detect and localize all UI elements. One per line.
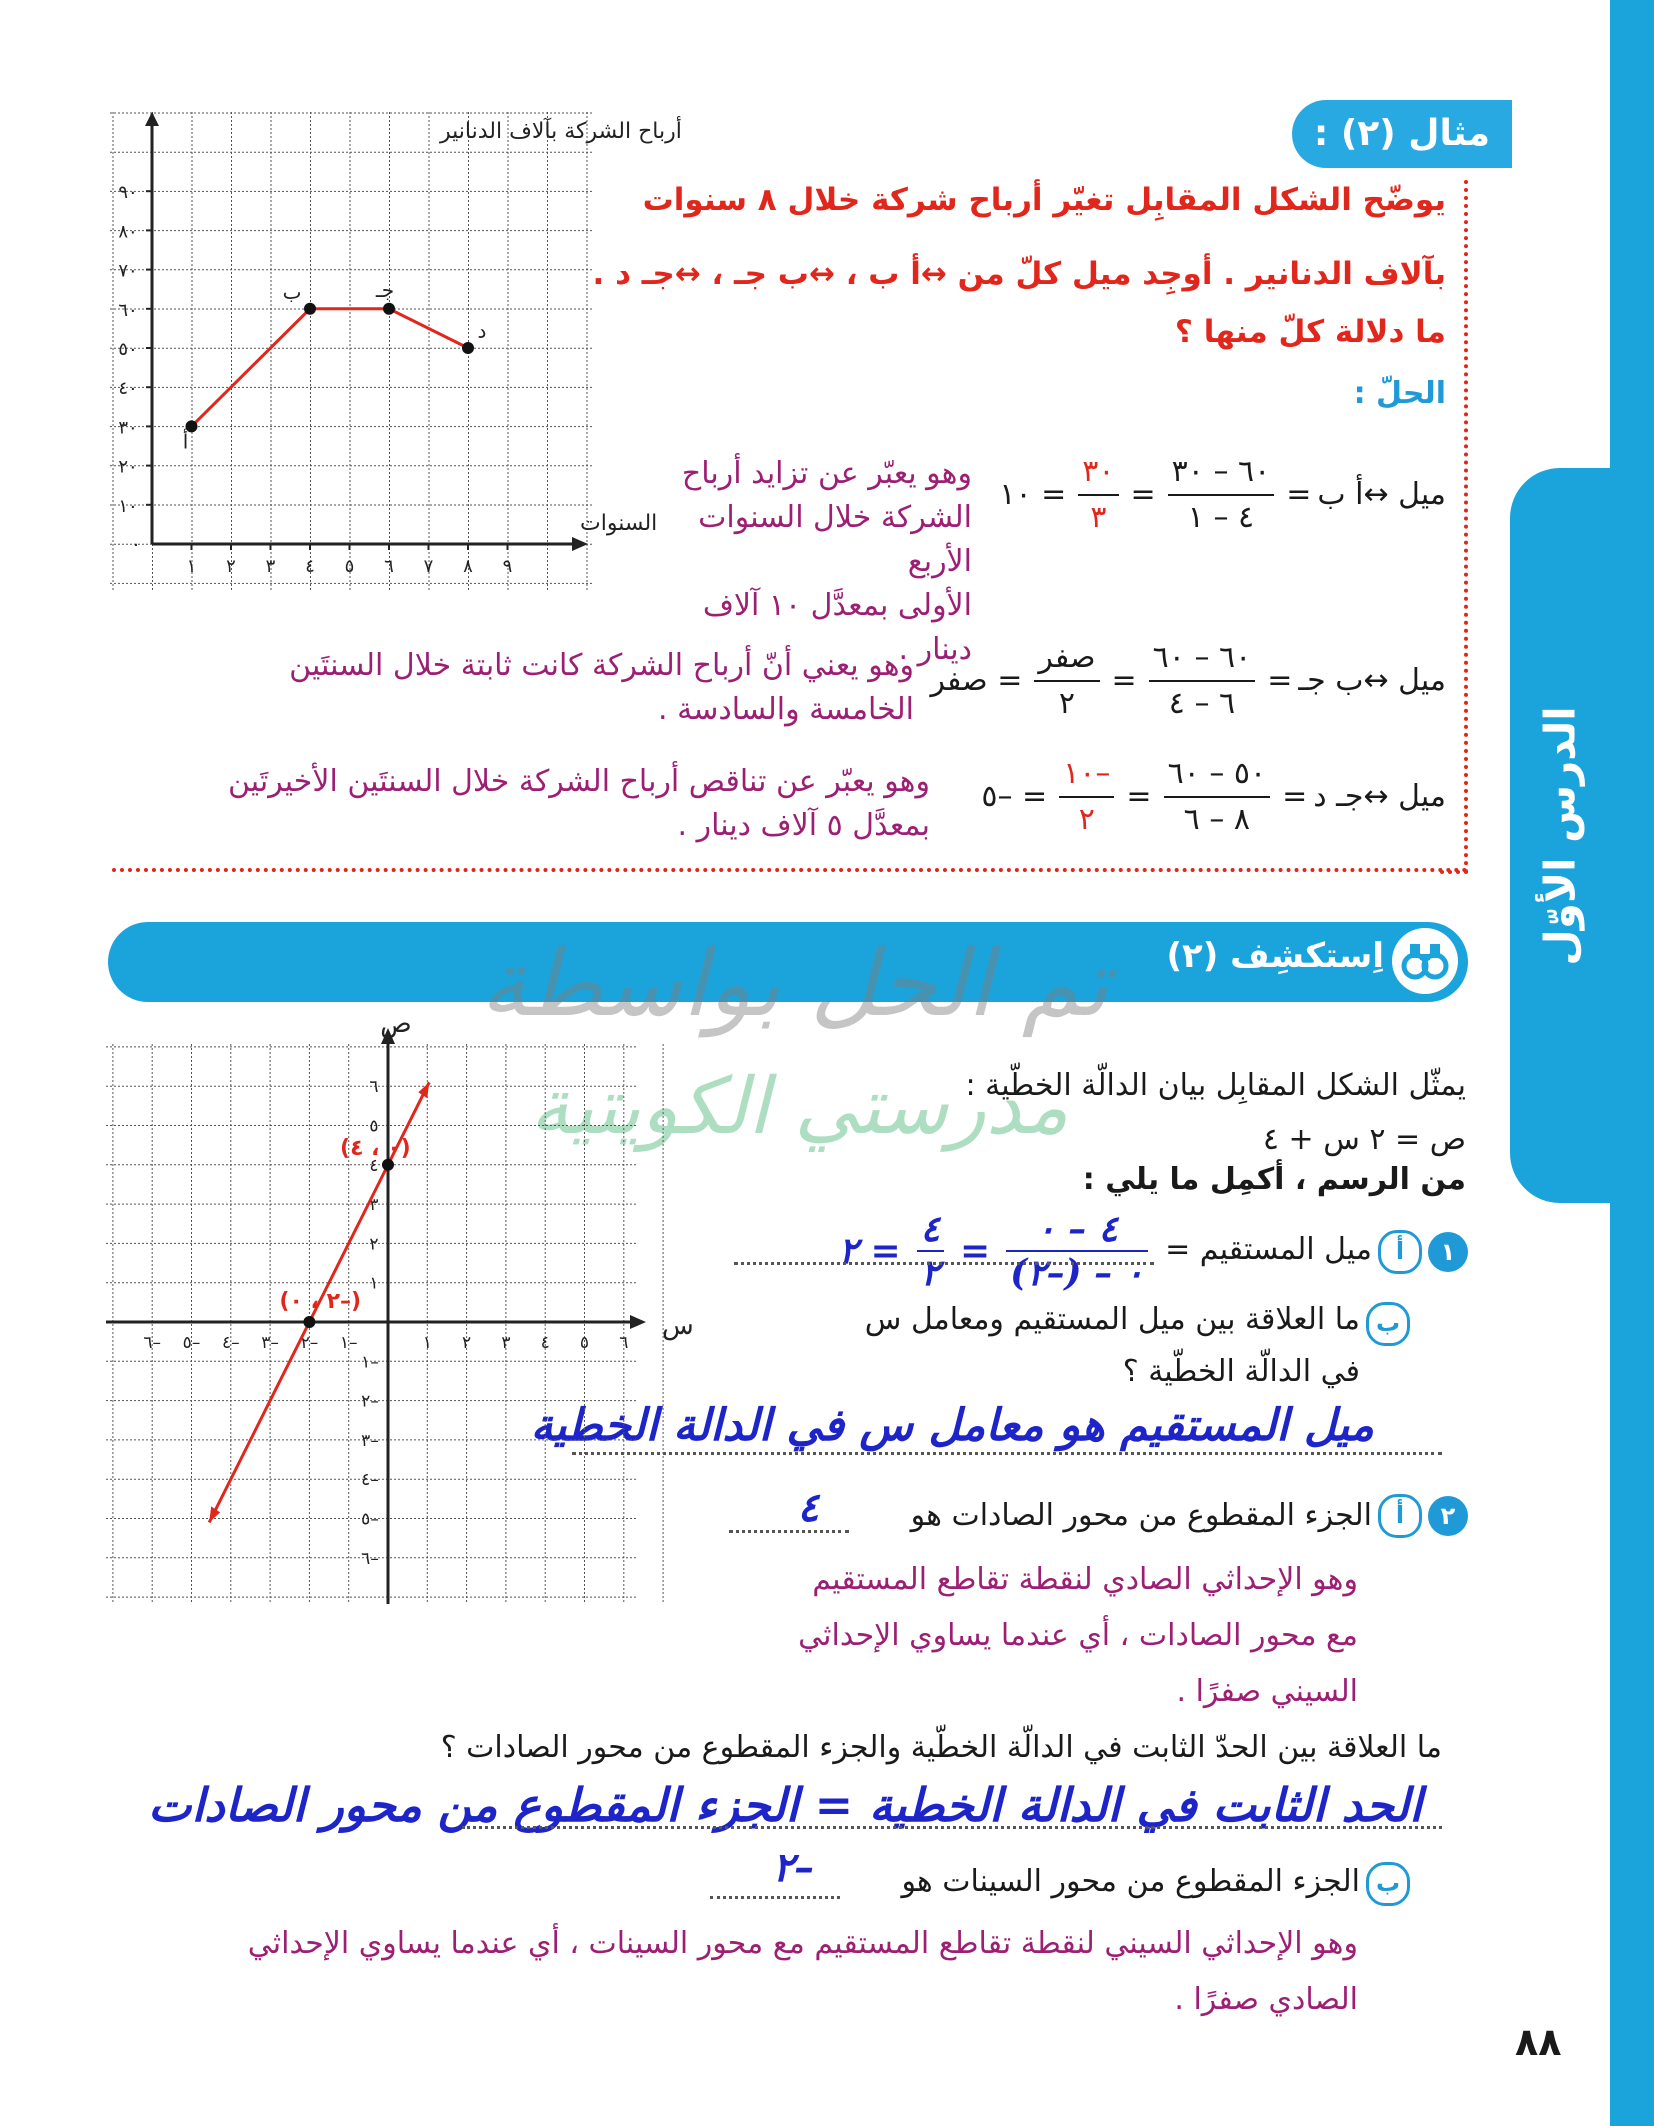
x-tick-label: ٦: [619, 1333, 629, 1353]
question-2a-answer-line: [729, 1530, 849, 1533]
x-tick-label: –٦: [143, 1333, 162, 1353]
profit-x-tick-label: ٦: [384, 556, 394, 577]
slope-3-simplified: $\frac{-١٠}{٢}$: [1059, 752, 1114, 842]
x-tick-label: –٥: [182, 1333, 201, 1353]
x-tick-label: ٢: [462, 1333, 472, 1353]
y-tick-label: ٥: [369, 1116, 379, 1137]
y-tick-label: –٣: [361, 1430, 379, 1451]
profit-y-tick-label: ٢٠: [118, 456, 138, 478]
x-axis-arrow: [630, 1315, 646, 1329]
x-intercept-point: [303, 1316, 315, 1328]
profit-series-line: [192, 309, 469, 427]
slope-1-row: ميل ↔أ ب = $\frac{٦٠ - ٣٠}{٤ - ١}$ = $\frac{٣٠}{٣}$ = ١٠: [999, 450, 1446, 540]
explore-title: اِستكشِف (٢): [1166, 936, 1384, 976]
question-2-question: ما العلاقة بين الحدّ الثابت في الدالّة الخطّية والجزء المقطوع من محور الصادات ؟: [440, 1730, 1442, 1765]
y-tick-label: ٦: [369, 1077, 379, 1098]
question-2a-letter: أ: [1378, 1494, 1422, 1538]
x-tick-label: ٤: [540, 1333, 550, 1353]
question-1a-text: ميل المستقيم =: [1165, 1232, 1372, 1267]
slope-2-simplified: $\frac{\text{صفر}}{٢}$: [1034, 636, 1099, 726]
lesson-tab: [1510, 468, 1610, 1203]
slope-1-fraction: $\frac{٦٠ - ٣٠}{٤ - ١}$: [1168, 450, 1275, 540]
y-tick-label: –٥: [361, 1509, 379, 1530]
slope-2-meaning: وهو يعني أنّ أرباح الشركة كانت ثابتة خلال السنتَين الخامسة والسادسة .: [289, 648, 914, 727]
profit-point-2: [304, 303, 316, 315]
profit-y-tick-label: ٩٠: [118, 182, 138, 204]
explore-intro: يمثّل الشكل المقابِل بيان الدالّة الخطّية :: [965, 1068, 1466, 1103]
slope-1-meaning: وهو يعبّر عن تزايد أرباح الشركة خلال السنوات الأربع الأولى بمعدَّل ١٠ آلاف دينار .: [681, 456, 972, 667]
question-2b-answer: –٢: [772, 1844, 814, 1891]
profit-x-tick-label: ٧: [423, 556, 434, 577]
y-tick-label: ٣: [369, 1195, 379, 1216]
question-2a-text: الجزء المقطوع من محور الصادات هو: [910, 1498, 1372, 1533]
y-axis-label: ص: [380, 1009, 412, 1039]
profit-origin: ٠: [131, 534, 141, 555]
x-tick-label: –٤: [221, 1333, 240, 1353]
profit-y-tick-label: ٨٠: [118, 221, 138, 243]
question-1-number: ١: [1428, 1232, 1468, 1272]
example-heading: مثال (٢) :: [1292, 100, 1512, 168]
x-tick-label: –١: [339, 1333, 358, 1353]
profit-y-tick-label: ٧٠: [118, 260, 138, 282]
slope-3-fraction: $\frac{٥٠ - ٦٠}{٨ - ٦}$: [1164, 752, 1271, 842]
slope-2-label: ميل ↔ب جـ: [1298, 663, 1446, 698]
profit-y-tick-label: ٥٠: [118, 339, 138, 360]
profit-y-tick-label: ١٠: [118, 495, 138, 517]
page-number: ٨٨: [1515, 2020, 1562, 2064]
question-2a-note: وهو الإحداثي الصادي لنقطة تقاطع المستقيم مع محور الصادات ، أي عندما يساوي الإحداثي السيني صفرًا .: [798, 1562, 1358, 1709]
watermark-line-2: مدرستي الكويتية: [530, 1062, 1069, 1152]
slope-3-label: ميل ↔جـ د: [1313, 779, 1446, 814]
slope-1-simplified: $\frac{٣٠}{٣}$: [1078, 450, 1118, 540]
question-2b-letter: ب: [1366, 1862, 1410, 1906]
question-1b-letter: ب: [1366, 1302, 1410, 1346]
question-2-answer: الحد الثابت في الدالة الخطية = الجزء المقطوع من محور الصادات: [148, 1778, 1422, 1832]
y-tick-label: ٢: [369, 1234, 379, 1255]
slope-3-result: = –٥: [981, 779, 1048, 814]
profit-x-tick-label: ٨: [463, 556, 473, 577]
question-2b-answer-line: [710, 1896, 840, 1899]
question-1a-answer-line: [734, 1262, 1154, 1265]
question-1b-answer: ميل المستقيم هو معامل س في الدالة الخطية: [530, 1400, 1374, 1451]
question-1a-answer: $\frac{٤ - ٠}{٠ - (-٢)}$ = $\frac{٤}{٢}$ = ٢: [734, 1208, 1154, 1294]
x-tick-label: –٢: [300, 1333, 319, 1353]
profit-x-tick-label: ٤: [305, 556, 315, 577]
question-2a-answer: ٤: [797, 1484, 819, 1531]
question-1b-text: ما العلاقة بين ميل المستقيم ومعامل س في الدالّة الخطّية ؟: [864, 1302, 1360, 1389]
profit-point-label-4: د: [477, 319, 487, 343]
linear-function-chart: [106, 1009, 694, 1604]
y-tick-label: –٦: [361, 1548, 379, 1569]
x-intercept-label: (–٢ ، ٠): [279, 1289, 362, 1314]
profit-point-label-3: جـ: [375, 277, 395, 302]
x-tick-label: ٥: [579, 1333, 590, 1353]
profit-y-tick-label: ٦٠: [118, 299, 138, 321]
slope-2-result: = صفر: [930, 663, 1023, 698]
profit-point-4: [462, 342, 474, 354]
profit-point-label-2: ب: [282, 279, 302, 304]
slope-1-result: = ١٠: [999, 477, 1067, 512]
y-tick-label: –١: [361, 1352, 379, 1373]
y-tick-label: ٤: [369, 1155, 379, 1176]
x-tick-label: –٣: [261, 1333, 279, 1353]
slope-3-meaning: وهو يعبّر عن تناقص أرباح الشركة خلال السنتَين الأخيرتَين بمعدَّل ٥ آلاف دينار .: [227, 764, 930, 843]
example-line-1: يوضّح الشكل المقابِل تغيّر أرباح شركة خلال ٨ سنوات: [642, 182, 1446, 218]
binoculars-icon: [1392, 928, 1458, 994]
profit-x-label: السنوات: [580, 511, 658, 536]
x-axis-label: س: [662, 1311, 694, 1341]
watermark-line-1: تم الحل بواسطة: [480, 930, 1109, 1037]
x-tick-label: ٣: [501, 1333, 511, 1353]
profit-point-3: [383, 303, 395, 315]
example-line-2: بآلاف الدنانير . أوجِد ميل كلّ من ↔أ ب ، ↔ب جـ ، ↔جـ د .: [592, 256, 1446, 292]
profit-y-tick-label: ٤٠: [118, 378, 138, 400]
slope-1-label: ميل ↔أ ب: [1317, 477, 1446, 512]
x-axis-arrow: [572, 537, 588, 551]
question-2b-note: وهو الإحداثي السيني لنقطة تقاطع المستقيم مع محور السينات ، أي عندما يساوي الإحداثي الصادي صفرًا .: [247, 1926, 1358, 2017]
y-tick-label: ١: [369, 1273, 379, 1294]
function-line-arrow-bottom: [209, 1506, 220, 1522]
profit-x-tick-label: ٥: [344, 556, 355, 577]
slope-2-fraction: $\frac{٦٠ - ٦٠}{٦ - ٤}$: [1149, 636, 1256, 726]
question-2-number: ٢: [1428, 1496, 1468, 1536]
example-line-3: ما دلالة كلّ منها ؟: [1174, 314, 1446, 350]
slope-2-row: ميل ↔ب جـ = $\frac{٦٠ - ٦٠}{٦ - ٤}$ = $\frac{\text{صفر}}{٢}$ = صفر: [930, 636, 1446, 726]
explore-equation: ص = ٢ س + ٤: [1262, 1122, 1466, 1157]
y-tick-label: –٢: [361, 1391, 379, 1412]
example-frame-bottom: [112, 868, 1468, 872]
function-line-arrow-top: [418, 1082, 429, 1098]
x-tick-label: ١: [422, 1333, 432, 1353]
page-edge-bar: [1610, 0, 1654, 2126]
profit-chart: [110, 112, 682, 590]
question-1a-letter: أ: [1378, 1230, 1422, 1274]
profit-x-tick-label: ٢: [226, 556, 236, 577]
solution-label: الحلّ :: [1353, 376, 1446, 411]
y-intercept-label: (٠ ، ٤): [340, 1135, 411, 1161]
profit-x-tick-label: ٩: [502, 556, 513, 577]
profit-y-label: أرباح الشركة بآلاف الدنانير: [440, 119, 682, 144]
slope-3-row: ميل ↔جـ د = $\frac{٥٠ - ٦٠}{٨ - ٦}$ = $\frac{-١٠}{٢}$ = –٥: [981, 752, 1446, 842]
profit-x-tick-label: ١: [186, 556, 197, 577]
question-1b-answer-line: [572, 1452, 1442, 1455]
profit-y-tick-label: ٣٠: [118, 417, 138, 439]
y-axis-arrow: [145, 112, 159, 126]
profit-x-tick-label: ٣: [265, 556, 276, 577]
explore-instruction: من الرسم ، أكمِل ما يلي :: [1082, 1162, 1466, 1197]
question-2-answer-line: [462, 1826, 1442, 1829]
profit-point-label-1: أ: [182, 429, 189, 454]
y-tick-label: –٤: [361, 1470, 379, 1491]
question-2b-text: الجزء المقطوع من محور السينات هو: [901, 1864, 1360, 1899]
lesson-tab-label: الدرس الأوّل: [1535, 705, 1585, 966]
